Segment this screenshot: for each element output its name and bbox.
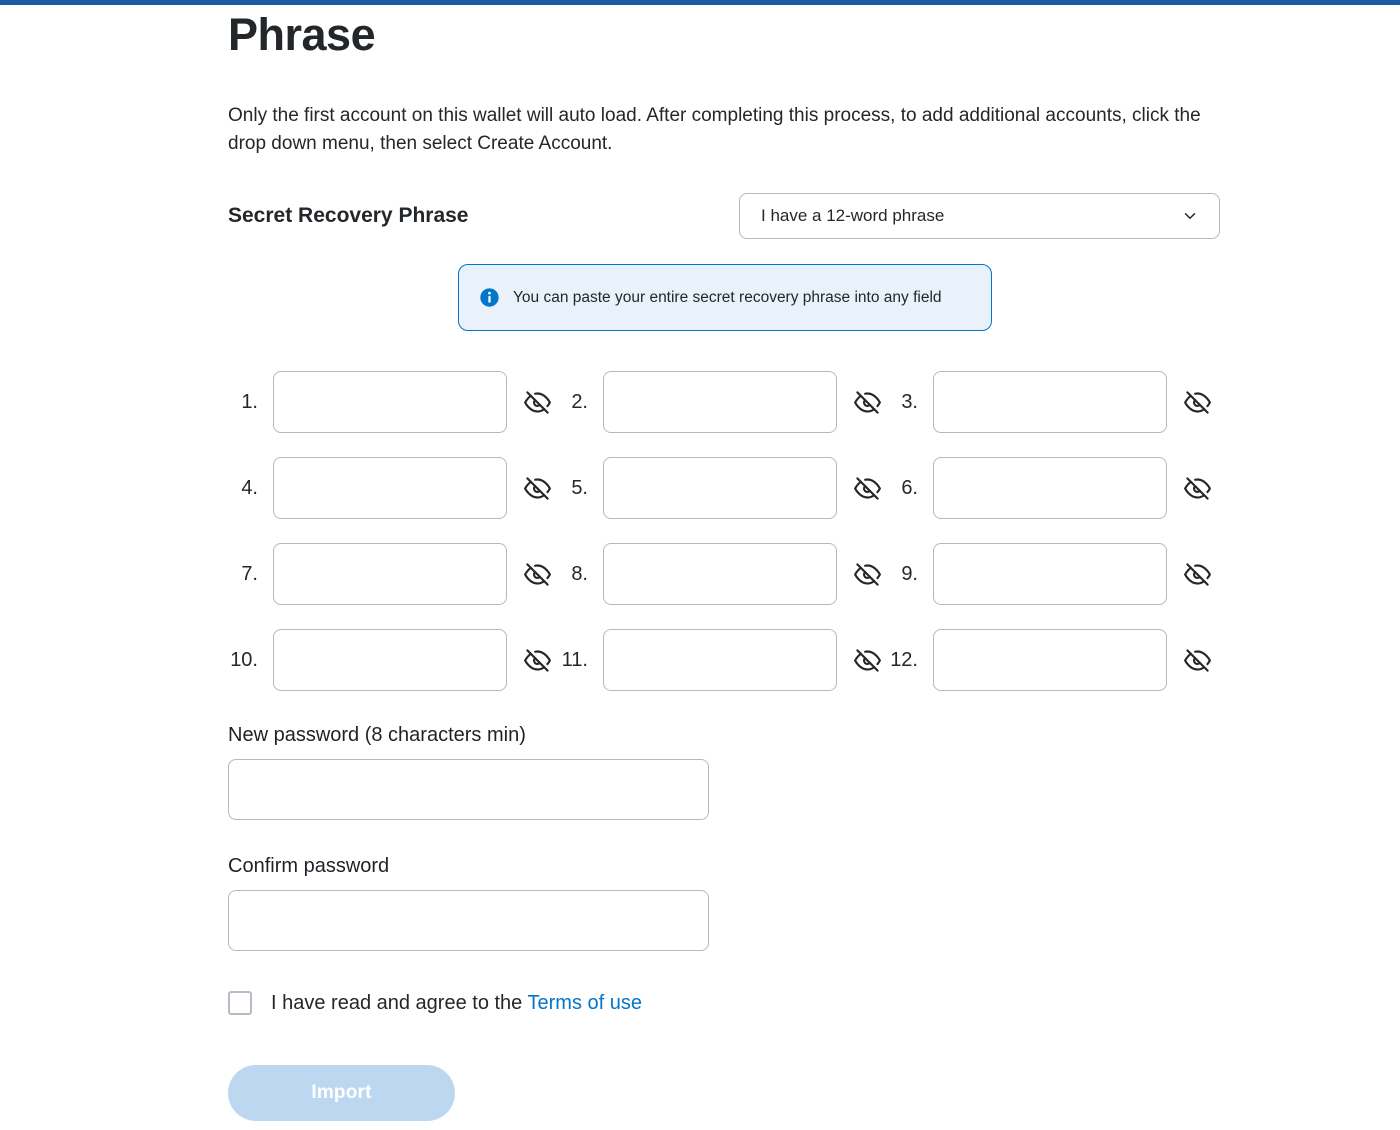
eye-off-icon[interactable] <box>1182 645 1212 675</box>
phrase-word-cell <box>558 629 882 691</box>
phrase-word-input-5[interactable] <box>603 457 837 519</box>
dropdown-selected-value: I have a 12-word phrase <box>761 206 945 225</box>
phrase-word-cell <box>228 629 552 691</box>
import-button[interactable]: Import <box>228 1065 455 1121</box>
word-number: 8. <box>571 562 588 585</box>
word-number: 4. <box>241 476 258 499</box>
paste-info-banner <box>458 264 992 331</box>
terms-of-use-link[interactable]: Terms of use <box>527 991 642 1014</box>
eye-off-icon[interactable] <box>852 645 882 675</box>
phrase-word-input-12[interactable] <box>933 629 1167 691</box>
phrase-word-input-9[interactable] <box>933 543 1167 605</box>
phrase-word-cell <box>228 457 552 519</box>
phrase-word-cell <box>888 543 1212 605</box>
word-number: 3. <box>901 390 918 413</box>
phrase-word-cell <box>228 543 552 605</box>
eye-off-icon[interactable] <box>1182 559 1212 589</box>
phrase-word-cell <box>558 371 882 433</box>
eye-off-icon[interactable] <box>852 559 882 589</box>
main-content <box>0 5 1400 1121</box>
phrase-word-cell <box>558 457 882 519</box>
terms-row <box>228 991 1230 1015</box>
phrase-word-input-2[interactable] <box>603 371 837 433</box>
phrase-word-input-8[interactable] <box>603 543 837 605</box>
terms-text <box>271 992 642 1015</box>
chevron-down-icon <box>1181 207 1199 225</box>
new-password-field[interactable] <box>228 759 709 820</box>
info-message: You can paste your entire secret recovery phrase into any field <box>513 288 942 306</box>
phrase-word-input-3[interactable] <box>933 371 1167 433</box>
phrase-word-input-6[interactable] <box>933 457 1167 519</box>
srp-row <box>228 193 1220 239</box>
eye-off-icon[interactable] <box>852 473 882 503</box>
eye-off-icon[interactable] <box>522 645 552 675</box>
phrase-word-input-11[interactable] <box>603 629 837 691</box>
phrase-word-grid <box>228 371 1212 691</box>
info-icon <box>479 287 500 308</box>
word-number: 12. <box>890 648 918 671</box>
terms-text-label: I have read and agree to the <box>271 991 528 1014</box>
word-number: 9. <box>901 562 918 585</box>
phrase-word-cell <box>558 543 882 605</box>
intro-text: Only the first account on this wallet will auto load. After completing this process, to add additional accounts, click the drop down menu, then select Create Account. <box>228 105 1201 154</box>
word-number: 5. <box>571 476 588 499</box>
phrase-word-input-10[interactable] <box>273 629 507 691</box>
word-number: 11. <box>561 648 588 671</box>
eye-off-icon[interactable] <box>522 559 552 589</box>
phrase-word-cell <box>888 629 1212 691</box>
phrase-word-cell <box>888 371 1212 433</box>
word-number: 2. <box>571 390 588 413</box>
word-number: 1. <box>241 390 258 413</box>
eye-off-icon[interactable] <box>1182 387 1212 417</box>
eye-off-icon[interactable] <box>1182 473 1212 503</box>
phrase-word-cell <box>228 371 552 433</box>
phrase-word-cell <box>888 457 1212 519</box>
srp-label: Secret Recovery Phrase <box>228 204 469 227</box>
phrase-word-input-1[interactable] <box>273 371 507 433</box>
word-number: 10. <box>230 648 258 671</box>
word-number: 7. <box>241 562 258 585</box>
confirm-password-label: Confirm password <box>228 855 390 877</box>
phrase-word-input-4[interactable] <box>273 457 507 519</box>
eye-off-icon[interactable] <box>522 473 552 503</box>
word-number: 6. <box>901 476 918 499</box>
page-title: Phrase <box>228 9 376 60</box>
phrase-word-input-7[interactable] <box>273 543 507 605</box>
eye-off-icon[interactable] <box>522 387 552 417</box>
phrase-length-dropdown[interactable] <box>739 193 1220 239</box>
terms-checkbox[interactable] <box>228 991 252 1015</box>
eye-off-icon[interactable] <box>852 387 882 417</box>
new-password-label: New password (8 characters min) <box>228 724 526 746</box>
confirm-password-field[interactable] <box>228 890 709 951</box>
